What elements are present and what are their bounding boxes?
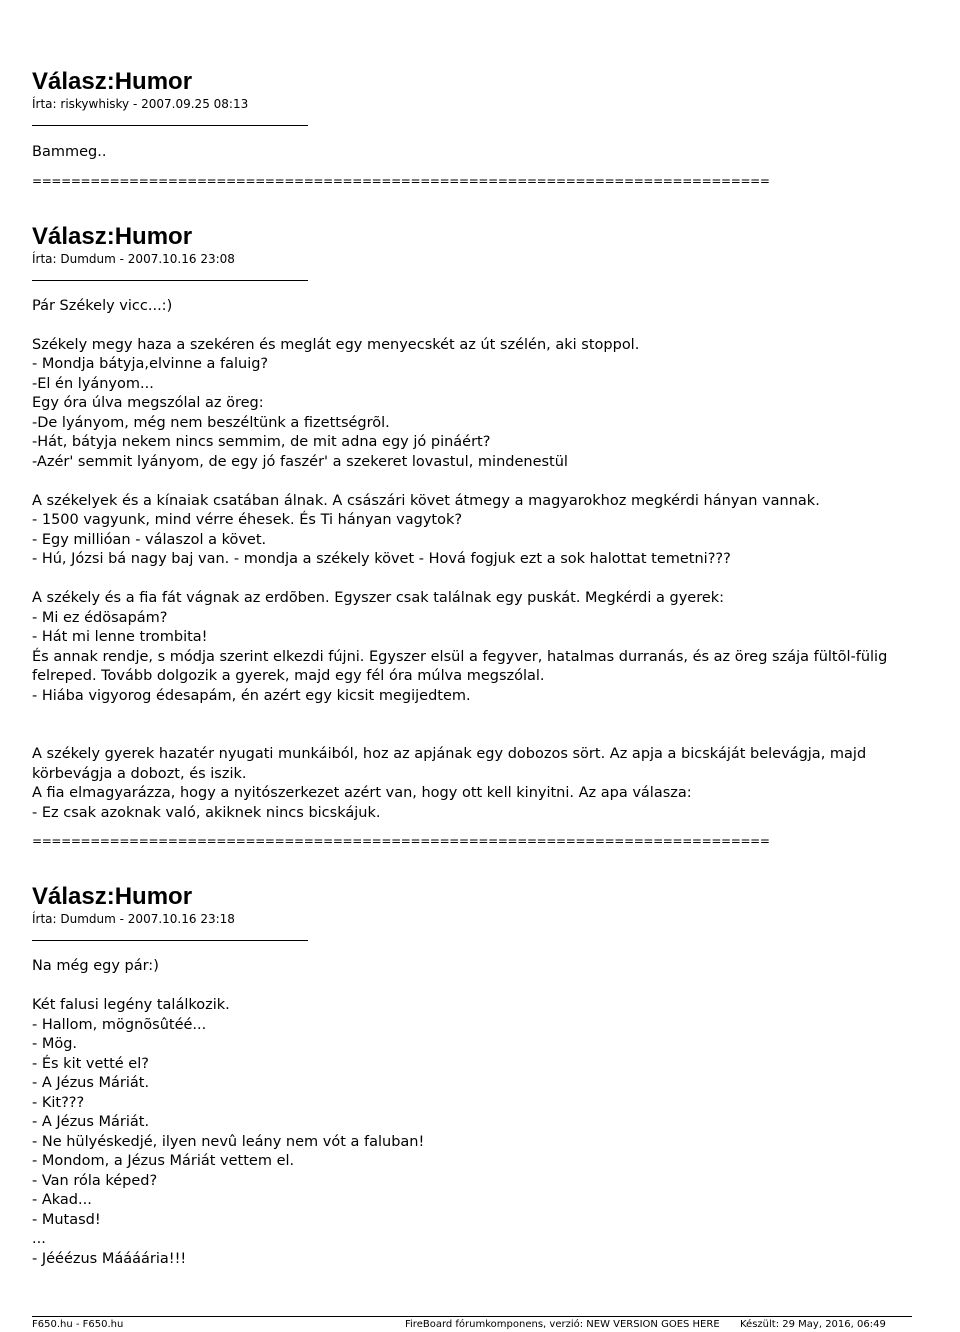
post-line: Pár Székely vicc...:) — [32, 297, 173, 314]
post-line — [32, 570, 912, 590]
post-line: - Kit??? — [32, 1094, 85, 1111]
footer-site: F650.hu - F650.hu — [32, 1319, 124, 1330]
post-line: - Hallom, mögnõsûtéé... — [32, 1016, 207, 1033]
post-line — [32, 472, 912, 492]
post-line: - Mondja bátyja,elvinne a faluig? — [32, 356, 269, 372]
post-line: - Van róla képed? — [32, 1172, 158, 1189]
post-line: - Ez csak azoknak való, akiknek nincs bicskájuk. — [32, 804, 381, 821]
post-line: -Hát, bátyja nekem nincs semmim, de mit adna egy jó pináért? — [32, 434, 491, 450]
forum-post — [32, 68, 912, 189]
post-line: - És kit vetté el? — [32, 1055, 149, 1072]
post-line: ... — [32, 1231, 46, 1247]
forum-post — [32, 883, 912, 1269]
post-title: Válasz:Humor — [32, 222, 193, 250]
post-line: - Hiába vigyorog édesapám, én azért egy kicsit megijedtem. — [32, 687, 471, 704]
post-body — [32, 297, 912, 824]
page-footer — [32, 1316, 912, 1331]
post-line: Székely megy haza a szekéren és meglát egy menyecskét az út szélén, aki stoppol. — [32, 336, 640, 353]
post-line: - A Jézus Máriát. — [32, 1075, 150, 1091]
post-body — [32, 143, 912, 163]
post-line: - Ne hülyéskedjé, ilyen nevû leány nem vót a faluban! — [32, 1133, 425, 1150]
post-line: A székely gyerek hazatér nyugati munkáiból, hoz az apjának egy dobozos sört. Az apja a bicskáját belevágja, majd — [32, 746, 867, 762]
footer-timestamp: Készült: 29 May, 2016, 06:49 — [740, 1319, 886, 1330]
post-line: - Mutasd! — [32, 1211, 101, 1228]
post-separator: ============================================================================ — [32, 834, 770, 848]
post-line: És annak rendje, s módja szerint elkezdi fújni. Egyszer elsül a fegyver, hatalmas durranás, és az öreg szája fültõl-fülig — [32, 648, 888, 665]
post-line — [32, 726, 912, 746]
post-separator: ============================================================================ — [32, 173, 770, 188]
post-divider — [32, 125, 308, 126]
post-divider — [32, 280, 308, 281]
post-line: - Jééézus Máááária!!! — [32, 1250, 187, 1267]
post-line: Bammeg.. — [32, 144, 107, 160]
post-body — [32, 957, 912, 1269]
post-line: - Mondom, a Jézus Máriát vettem el. — [32, 1153, 295, 1169]
post-line: körbevágja a dobozt, és iszik. — [32, 765, 247, 782]
post-line: - Hát mi lenne trombita! — [32, 629, 208, 645]
post-line: - A Jézus Máriát. — [32, 1114, 150, 1130]
post-line: felreped. Tovább dolgozik a gyerek, majd egy fél óra múlva megszólal. — [32, 668, 545, 684]
footer-component: FireBoard fórumkomponens, verzió: NEW VERSION GOES HERE — [405, 1319, 720, 1330]
post-line: - Mög. — [32, 1036, 78, 1052]
post-line: - Hú, Józsi bá nagy baj van. - mondja a székely követ - Hová fogjuk ezt a sok halottat temetni??? — [32, 551, 731, 567]
post-line: -De lyányom, még nem beszéltünk a fizettségrõl. — [32, 414, 390, 431]
post-line: Na még egy pár:) — [32, 958, 159, 974]
post-line: - Egy millióan - válaszol a követ. — [32, 531, 267, 548]
post-line — [32, 977, 912, 997]
post-line: A székely és a fia fát vágnak az erdõben. Egyszer csak találnak egy puskát. Megkérdi a gyerek: — [32, 590, 725, 606]
post-line: -Azér' semmit lyányom, de egy jó faszér' a szekeret lovastul, mindenestül — [32, 453, 568, 470]
post-line: - Mi ez édösapám? — [32, 609, 168, 626]
post-meta: Írta: Dumdum - 2007.10.16 23:08 — [32, 251, 235, 266]
post-meta: Írta: Dumdum - 2007.10.16 23:18 — [32, 912, 235, 926]
post-line: A székelyek és a kínaiak csatában álnak. A császári követ átmegy a magyarokhoz megkérdi hányan vannak. — [32, 492, 820, 509]
post-line: Egy óra úlva megszólal az öreg: — [32, 395, 264, 411]
forum-post — [32, 223, 912, 850]
forum-thread — [32, 68, 912, 1303]
post-divider — [32, 940, 308, 941]
post-line: - Akad... — [32, 1192, 92, 1208]
post-title: Válasz:Humor — [32, 68, 193, 95]
post-line — [32, 706, 912, 726]
post-line: A fia elmagyarázza, hogy a nyitószerkezet azért van, hogy ott kell kinyitni. Az apa válasza: — [32, 785, 692, 801]
post-line — [32, 316, 912, 336]
post-title: Válasz:Humor — [32, 883, 193, 910]
post-line: -El én lyányom... — [32, 375, 154, 392]
post-meta: Írta: riskywhisky - 2007.09.25 08:13 — [32, 97, 249, 111]
post-line: Két falusi legény találkozik. — [32, 997, 230, 1013]
post-line: - 1500 vagyunk, mind vérre éhesek. És Ti hányan vagytok? — [32, 512, 463, 528]
